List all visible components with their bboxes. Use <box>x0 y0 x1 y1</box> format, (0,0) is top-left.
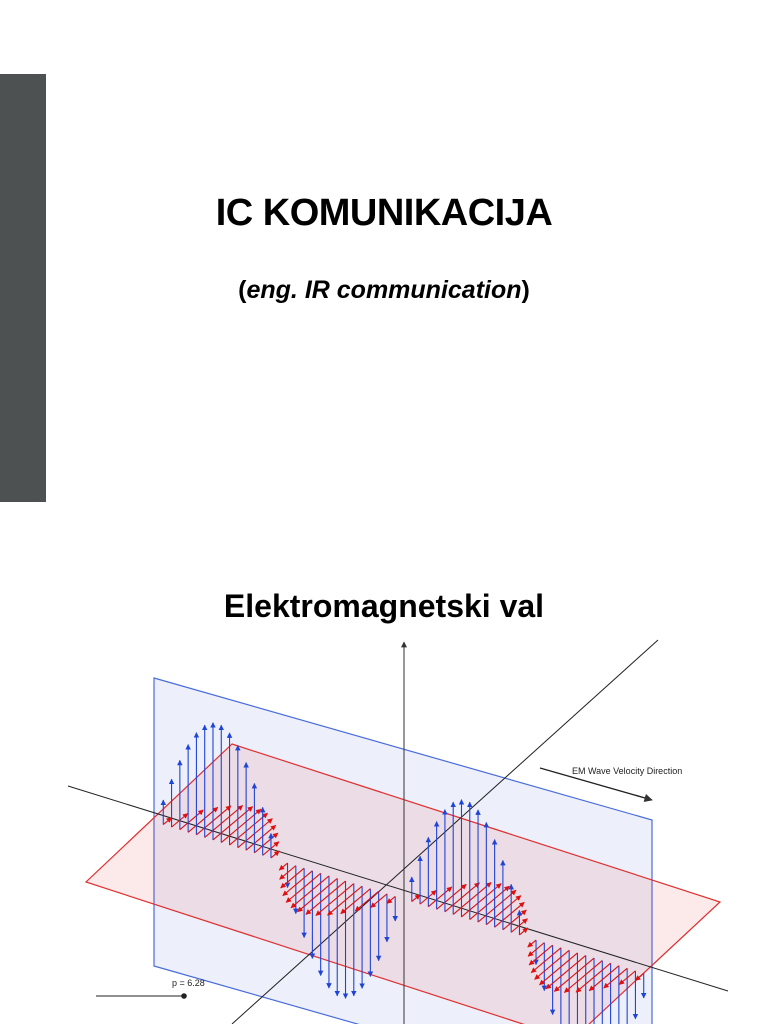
subtitle-open-paren: ( <box>238 276 247 304</box>
em-wave-diagram <box>0 628 768 1024</box>
em-wave-slide <box>0 512 768 1024</box>
subtitle-italic-text: eng. IR communication <box>246 276 522 304</box>
slider-label: p = 6.28 <box>172 978 205 988</box>
em-wave-title: Elektromagnetski val <box>223 588 545 624</box>
slider-handle[interactable] <box>181 993 187 999</box>
subtitle-close-paren: ) <box>521 276 530 304</box>
slide-title: IC KOMUNIKACIJA <box>215 192 553 234</box>
direction-label: EM Wave Velocity Direction <box>572 766 683 776</box>
slide-subtitle <box>0 276 768 305</box>
